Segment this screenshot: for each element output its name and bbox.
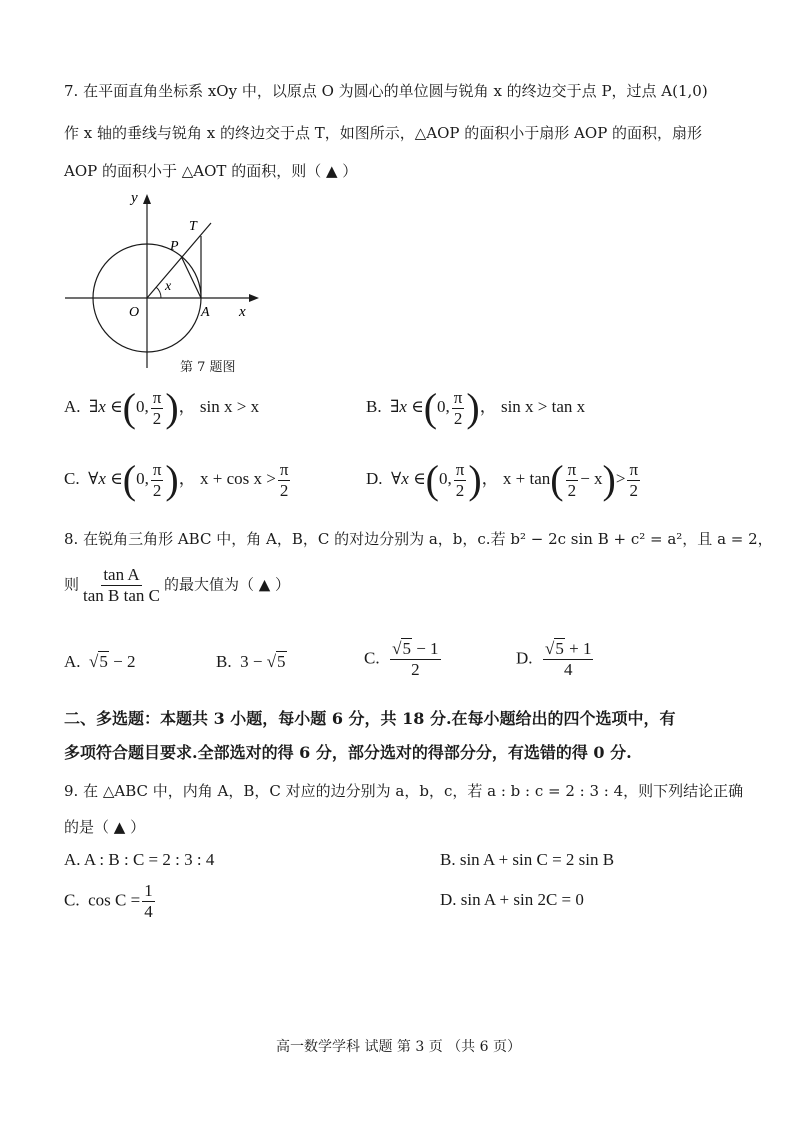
point-a-label: A [201, 305, 210, 320]
q8-line-1: 8. 在锐角三角形 ABC 中，角 A，B，C 的对边分别为 a，b，c.若 b² − 2c sin B + c² = a²，且 a = 2， [64, 530, 773, 548]
q9-option-a: A. A : B : C = 2 : 3 : 4 [64, 850, 215, 869]
origin-o-label: O [129, 305, 140, 320]
section-2-heading-line-1: 二、多选题：本题共 3 小题，每小题 6 分，共 18 分.在每小题给出的四个选项中，有 [64, 709, 676, 728]
figure-caption: 第 7 题图 [180, 360, 236, 375]
q9-line-2: 的是（ ▲ ） [64, 818, 146, 836]
q8-line-2: 则 $\frac{\text{tan A}}{\text{tan B tan C}}$ 的最大值为（ ▲ ） [64, 565, 291, 605]
angle-x-label: x [165, 279, 172, 294]
q7-option-b: B. ∃x ∈(0, $\frac{\pi}{2}$ )， sin x > tan x [366, 385, 586, 430]
point-t-label: T [189, 219, 197, 234]
q9-line-1: 9. 在 △ABC 中，内角 A，B，C 对应的边分别为 a，b，c，若 a : b : c = 2 : 3 : 4，则下列结论正确 [64, 782, 744, 800]
point-p-label: P [170, 239, 179, 254]
q7-option-a: A. ∃x ∈(0, $\frac{\pi}{2}$ )， sin x > x [64, 385, 260, 430]
x-axis-label: x [239, 304, 246, 320]
page-footer: 高一数学学科 试题 第 3 页 （共 6 页） [276, 1039, 521, 1055]
unit-circle-figure [55, 188, 270, 378]
q9-option-c: C. cos C = $\frac{1}{4}$ [64, 881, 153, 921]
q7-line-2: 作 x 轴的垂线与锐角 x 的终边交于点 T，如图所示，△AOP 的面积小于扇形 AOP 的面积，扇形 [64, 124, 703, 142]
q8-option-d: D. $\frac{√5 + 1}{4}$ [516, 639, 592, 679]
q8-option-b: B. 3 − √5 [216, 652, 286, 671]
q7-line-1: 7. 在平面直角坐标系 xOy 中，以原点 O 为圆心的单位圆与锐角 x 的终边交于点 P，过点 A(1,0) [64, 82, 708, 100]
section-2-heading-line-2: 多项符合题目要求.全部选对的得 6 分，部分选对的得部分分，有选错的得 0 分. [64, 743, 632, 762]
q9-option-b: B. sin A + sin C = 2 sin B [440, 850, 615, 869]
chord-pa [181, 256, 201, 298]
x-axis-arrow [249, 294, 259, 302]
q9-option-d: D. sin A + sin 2C = 0 [440, 890, 584, 909]
q8-option-c: C. $\frac{√5 - 1}{2}$ [364, 639, 439, 679]
y-axis-arrow [143, 194, 151, 204]
y-axis-label: y [131, 190, 138, 206]
q7-line-3: AOP 的面积小于 △AOT 的面积，则（ ▲ ） [64, 162, 358, 180]
q8-option-a: A. √5 − 2 [64, 652, 136, 671]
q7-option-d: D. ∀x ∈(0, $\frac{\pi}{2}$ )， x + tan( $\frac{\pi}{2}$ − x)> $\frac{\pi}{2}$ [366, 457, 639, 502]
q7-option-c: C. ∀x ∈(0, $\frac{\pi}{2}$ )， x + cos x > $\frac{\pi}{2}$ [64, 457, 289, 502]
angle-arc [156, 287, 161, 298]
